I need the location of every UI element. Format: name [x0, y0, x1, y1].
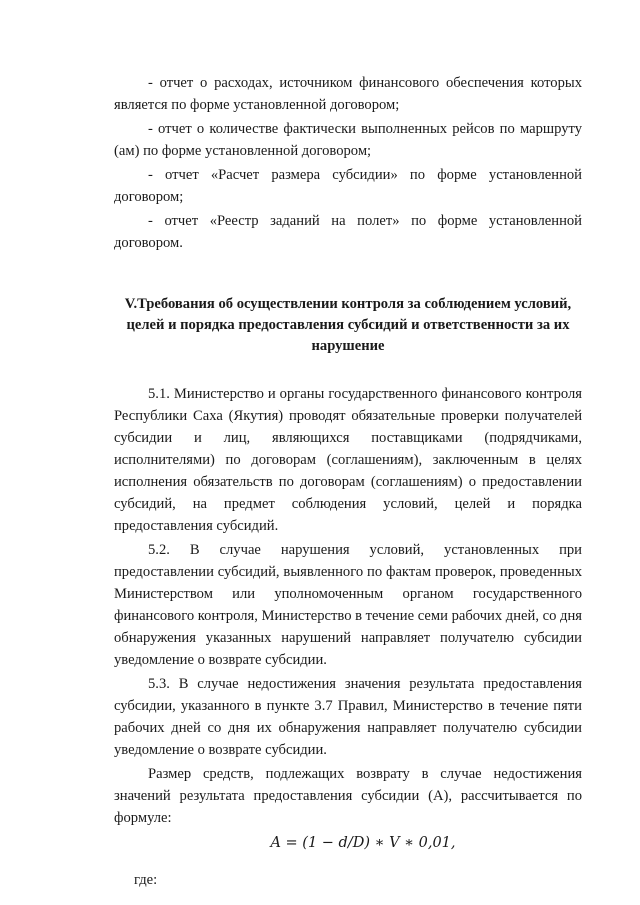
where-label: где:	[134, 872, 158, 888]
list-item-expenses-report: - отчет о расходах, источником финансового обеспечения которых является по форме установленной договором;	[114, 75, 582, 113]
list-item-flight-tasks-report: - отчет «Реестр заданий на полет» по форме установленной договором.	[114, 213, 582, 251]
paragraph-5-3: 5.3. В случае недостижения значения результата предоставления субсидии, указанного в пункте 3.7 Правил, Министерство в течение пяти рабочих дней со дня их обнаружения направляет получателю субсидии уведомление о возврате субсидии.	[114, 676, 582, 758]
paragraph-5-2: 5.2. В случае нарушения условий, установленных при предоставлении субсидий, выявленного по фактам проверок, проведенных Министерством или уполномоченным органом государственного финансового контроля, Министерство в течение семи рабочих дней, со дня обнаружения указанных нарушений направляет получателю субсидии уведомление о возврате субсидии.	[114, 542, 582, 668]
refund-formula: A = (1 − d/D) ∗ V ∗ 0,01,	[270, 835, 456, 851]
section-heading: V.Требования об осуществлении контроля за соблюдением условий, целей и порядка предоставления субсидий и ответственности за их нарушение	[124, 296, 572, 354]
paragraph-5-1: 5.1. Министерство и органы государственного финансового контроля Республики Саха (Якутия) проводят обязательные проверки получателей субсидии и лиц, являющихся поставщиками (подрядчиками, исполнителями) по договорам (соглашениям), заключенным в целях исполнения обязательств по договорам (соглашениям) о предоставлении субсидий, на предмет соблюдения условий, целей и порядка предоставления субсидий.	[114, 386, 582, 534]
list-item-subsidy-calc-report: - отчет «Расчет размера субсидии» по форме установленной договором;	[114, 167, 582, 205]
paragraph-refund-amount: Размер средств, подлежащих возврату в случае недостижения значений результата предоставления субсидии (А), рассчитывается по формуле:	[114, 766, 582, 826]
list-item-flights-report: - отчет о количестве фактически выполненных рейсов по маршруту (ам) по форме установленной договором;	[114, 121, 582, 159]
